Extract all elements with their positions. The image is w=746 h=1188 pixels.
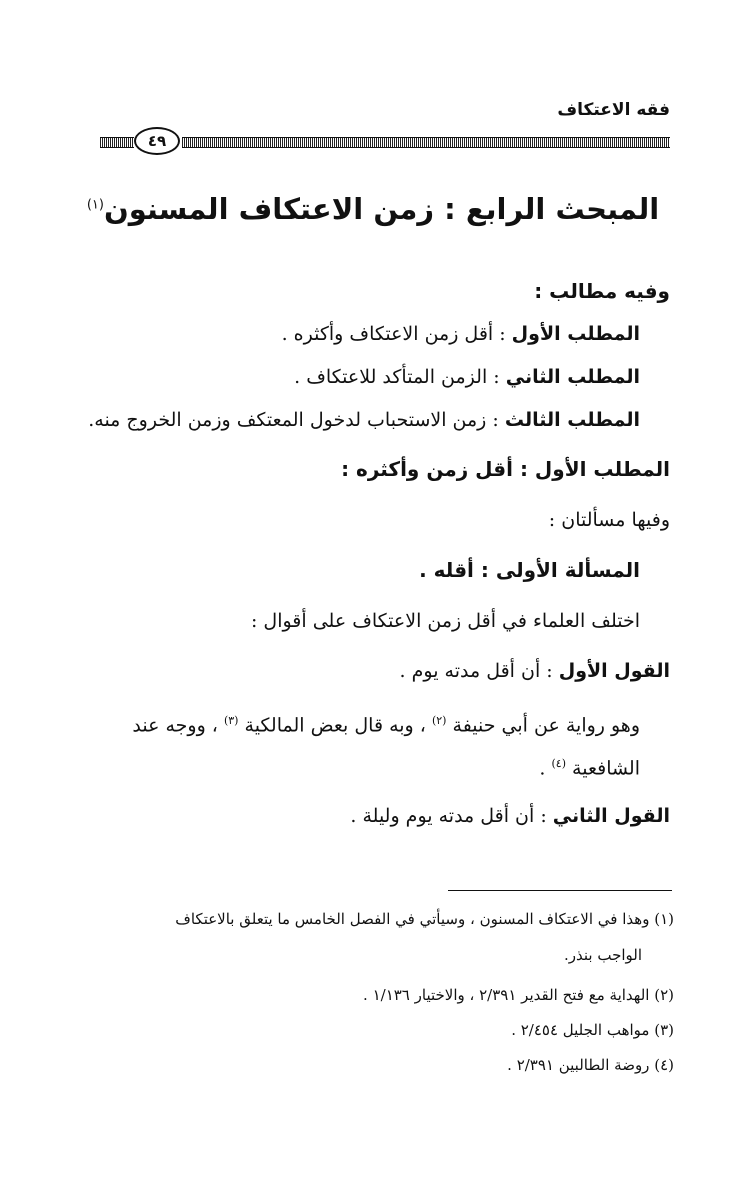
section-heading-text: : أقل زمن وأكثره : <box>341 457 535 481</box>
disagreement-line: اختلف العلماء في أقل زمن الاعتكاف على أقوال : <box>250 610 640 632</box>
narration-part-1: وهو رواية عن أبي حنيفة <box>446 714 640 737</box>
toc-item-1-text: : أقل زمن الاعتكاف وأكثره . <box>281 323 512 345</box>
intro-line: وفيه مطالب : <box>534 279 670 303</box>
footnote-1 <box>175 908 674 930</box>
footnote-3-number: (٣) <box>654 1021 674 1039</box>
header-rule-left-band <box>100 137 134 148</box>
toc-item-1 <box>282 321 640 347</box>
footnote-1-number: (١) <box>654 910 674 928</box>
narration-line-2-end: . <box>539 757 552 780</box>
toc-item-3 <box>88 407 640 433</box>
footnote-separator <box>448 890 672 891</box>
footnote-ref-3: (٣) <box>223 714 239 727</box>
chapter-title-note-ref: (١) <box>86 197 104 213</box>
narration-line-2-text: الشافعية <box>565 757 640 780</box>
issue-heading-text: : أقله . <box>419 558 496 582</box>
footnote-4-text: روضة الطالبين ٢/٣٩١ . <box>507 1056 650 1074</box>
footnote-3 <box>511 1019 674 1041</box>
opinion-2-label: القول الثاني <box>552 805 670 827</box>
header-rule-right-band <box>182 137 670 148</box>
toc-item-3-text: : زمن الاستحباب لدخول المعتكف وزمن الخروج منه. <box>88 409 505 431</box>
narration-line-2 <box>539 751 640 781</box>
opinion-1-label: القول الأول <box>558 660 670 682</box>
header-rule <box>100 127 670 157</box>
issue-heading-label: المسألة الأولى <box>495 558 640 582</box>
page-number: ٤٩ <box>134 127 180 155</box>
narration-part-2: ، وبه قال بعض المالكية <box>238 714 432 737</box>
chapter-title <box>0 192 746 226</box>
footnote-4 <box>507 1054 674 1076</box>
footnote-ref-2: (٢) <box>431 714 447 727</box>
footnote-1-text: وهذا في الاعتكاف المسنون ، وسيأتي في الفصل الخامس ما يتعلق بالاعتكاف <box>175 910 650 928</box>
toc-item-2-label: المطلب الثاني <box>505 366 640 388</box>
opinion-2 <box>350 803 670 829</box>
opinion-1 <box>400 658 670 684</box>
issue-heading <box>419 557 640 584</box>
section-heading <box>341 456 670 483</box>
narration-part-3: ، ووجه عند <box>132 714 224 737</box>
section-heading-label: المطلب الأول <box>534 457 670 481</box>
narration-line-1 <box>132 708 640 738</box>
toc-item-2 <box>294 364 640 390</box>
opinion-1-text: : أن أقل مدته يوم . <box>399 660 559 682</box>
issues-intro: وفيها مسألتان : <box>548 509 670 531</box>
opinion-2-text: : أن أقل مدته يوم وليلة . <box>350 805 553 827</box>
footnote-2 <box>363 984 674 1006</box>
running-header-title: فقه الاعتكاف <box>557 100 670 120</box>
toc-item-3-label: المطلب الثالث <box>504 409 640 431</box>
footnote-2-number: (٢) <box>654 986 674 1004</box>
footnote-3-text: مواهب الجليل ٢/٤٥٤ . <box>511 1021 650 1039</box>
footnote-4-number: (٤) <box>654 1056 674 1074</box>
footnote-2-text: الهداية مع فتح القدير ٢/٣٩١ ، والاختيار ١/١٣٦ . <box>363 986 650 1004</box>
toc-item-1-label: المطلب الأول <box>511 323 640 345</box>
toc-item-2-text: : الزمن المتأكد للاعتكاف . <box>294 366 506 388</box>
footnote-1-continuation: الواجب بنذر. <box>563 946 642 964</box>
footnote-ref-4: (٤) <box>551 757 566 770</box>
chapter-title-text: المبحث الرابع : زمن الاعتكاف المسنون <box>103 192 660 226</box>
